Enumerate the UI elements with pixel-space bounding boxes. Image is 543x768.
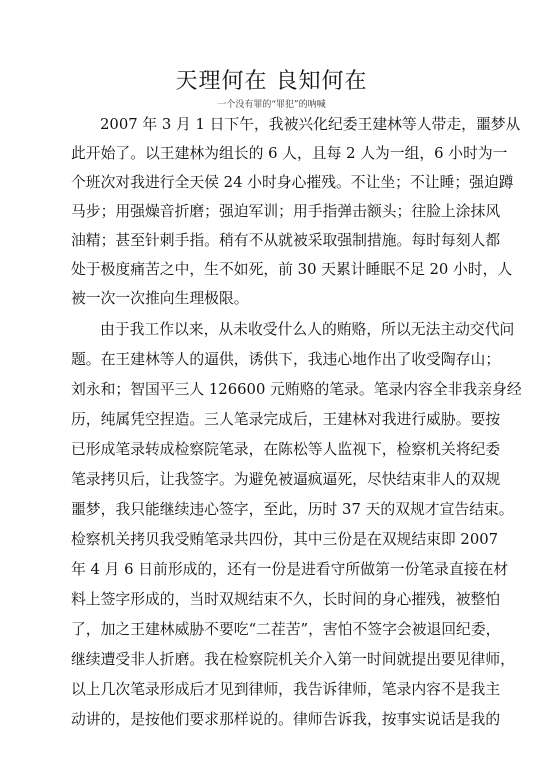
paragraph-line: 个班次对我进行全天侯 24 小时身心摧残。不让坐；不让睡；强迫蹲 [71, 174, 514, 191]
paragraph-line: 马步；用强燥音折磨；强迫军训；用手指弹击额头；往脸上涂抹风 [71, 203, 501, 220]
paragraph-line: 此开始了。以王建林为组长的 6 人，且每 2 人为一组，6 小时为一 [71, 145, 508, 162]
paragraph-line: 处于极度痛苦之中，生不如死，前 30 天累计睡眠不足 20 小时，人 [71, 261, 513, 278]
paragraph-line: 了，加之王建林威胁不要吃“二茬苦”，害怕不签字会被退回纪委， [71, 621, 501, 638]
paragraph-line: 料上签字形成的，当时双规结束不久，长时间的身心摧残，被整怕 [71, 591, 501, 608]
paragraph-line: 刘永和；智国平三人 126600 元贿赂的笔录。笔录内容全非我亲身经 [71, 381, 522, 398]
paragraph-line: 被一次一次推向生理极限。 [71, 290, 249, 307]
paragraph-line: 由于我工作以来，从未收受什么人的贿赂，所以无法主动交代问 [100, 321, 515, 338]
paragraph-line: 已形成笔录转成检察院笔录，在陈松等人监视下，检察机关将纪委 [71, 441, 501, 458]
document-subtitle: 一个没有罪的“罪犯”的呐喊 [217, 100, 326, 110]
paragraph-line: 笔录拷贝后，让我签字。为避免被逼疯逼死，尽快结束非人的双规 [71, 471, 501, 488]
paragraph-line: 噩梦，我只能继续违心签字，至此，历时 37 天的双规才宣告结束。 [71, 501, 514, 518]
paragraph-line: 2007 年 3 月 1 日下午，我被兴化纪委王建林等人带走，噩梦从 [100, 116, 521, 133]
paragraph-line: 检察机关拷贝我受贿笔录共四份，其中三份是在双规结束即 2007 [71, 531, 499, 548]
paragraph-line: 题。在王建林等人的逼供，诱供下，我违心地作出了收受陶存山； [71, 351, 501, 368]
paragraph-line: 继续遭受非人折磨。我在检察院机关介入第一时间就提出要见律师， [71, 651, 515, 668]
paragraph-line: 动讲的，是按他们要求那样说的。律师告诉我，按事实说话是我的 [71, 711, 501, 728]
paragraph-line: 油精；甚至针刺手指。稍有不从就被采取强制措施。每时每刻人都 [71, 232, 501, 249]
paragraph-line: 以上几次笔录形成后才见到律师，我告诉律师，笔录内容不是我主 [71, 681, 501, 698]
paragraph-line: 历，纯属凭空捏造。三人笔录完成后，王建林对我进行威胁。要按 [71, 411, 501, 428]
document-title: 天理何在 良知何在 [175, 69, 368, 94]
paragraph-line: 年 4 月 6 日前形成的，还有一份是进看守所做第一份笔录直接在材 [71, 561, 509, 578]
